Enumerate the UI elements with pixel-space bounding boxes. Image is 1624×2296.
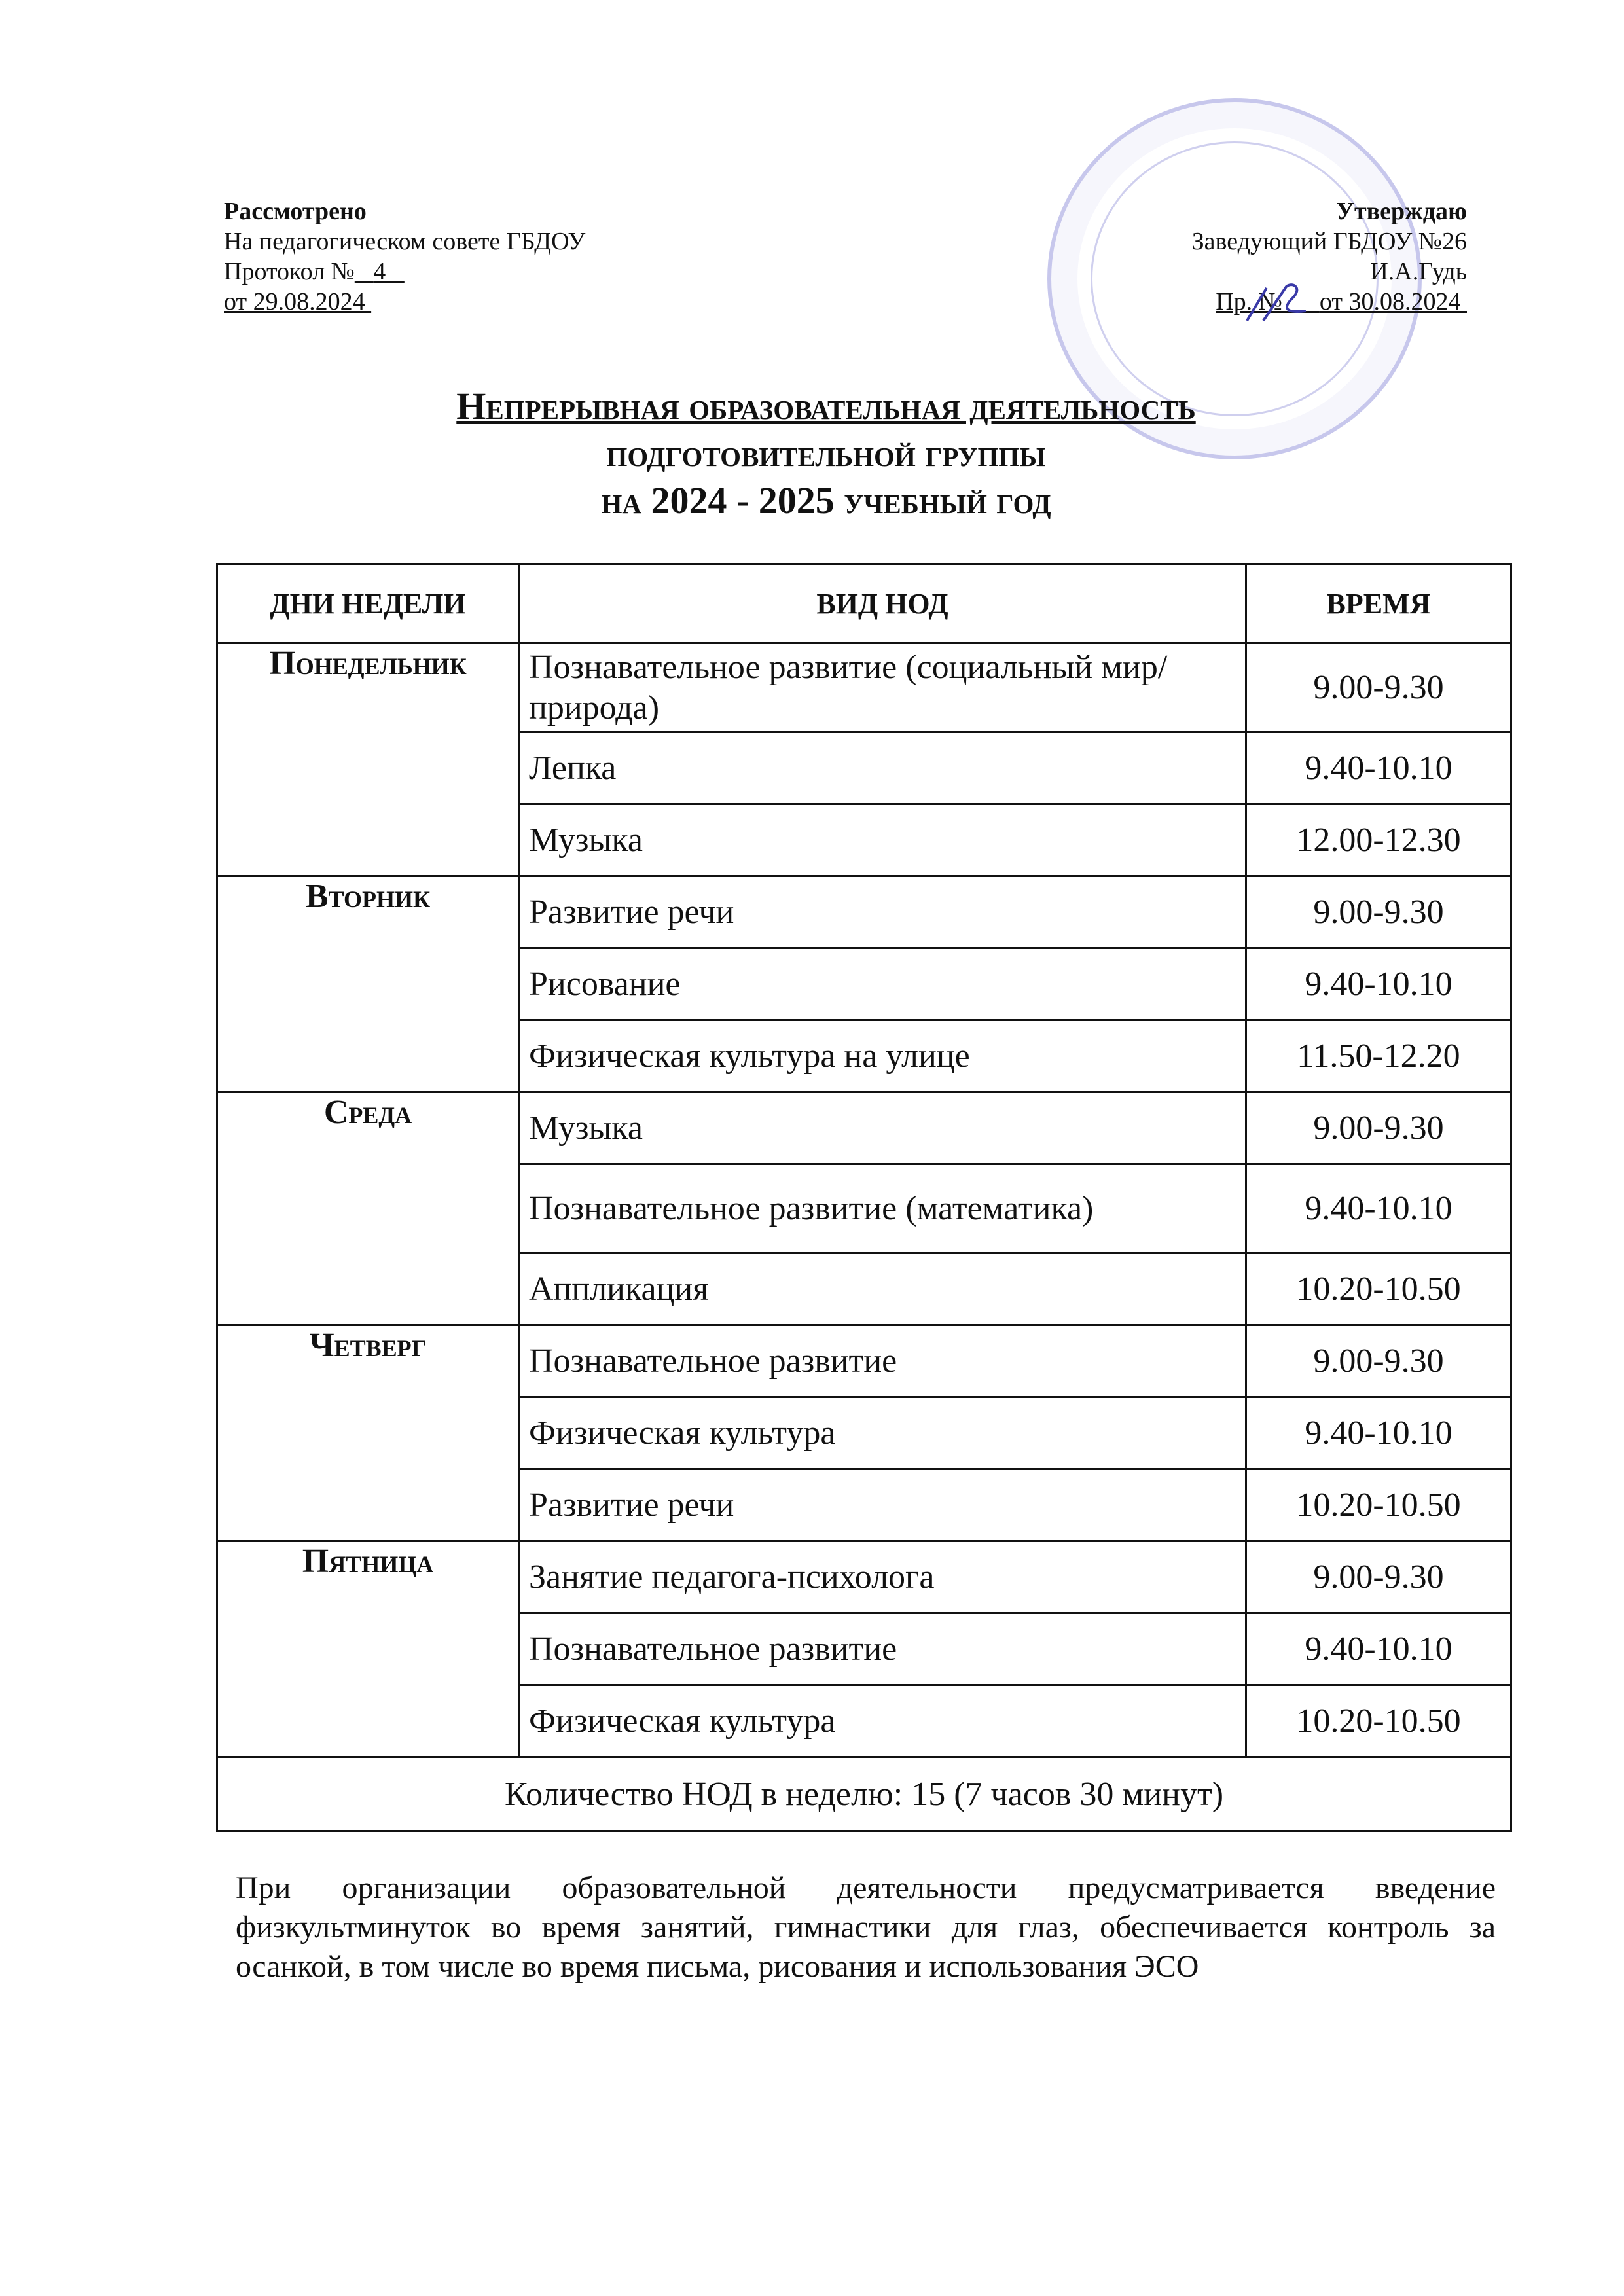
activity-cell: Музыка — [519, 804, 1246, 876]
time-cell: 9.00-9.30 — [1246, 1541, 1511, 1613]
schedule-table — [216, 563, 1512, 1832]
time-cell: 10.20-10.50 — [1246, 1685, 1511, 1757]
document-title — [224, 383, 1428, 524]
time-cell: 9.40-10.10 — [1246, 1164, 1511, 1253]
total-row — [217, 1757, 1511, 1831]
day-thursday: Четверг — [217, 1325, 519, 1541]
signature — [1240, 281, 1319, 327]
activity-cell: Физическая культура на улице — [519, 1020, 1246, 1092]
time-cell: 9.40-10.10 — [1246, 948, 1511, 1020]
header-time: ВРЕМЯ — [1246, 564, 1511, 643]
protocol-number: 4 — [373, 258, 386, 285]
protocol-prefix: Протокол № — [224, 258, 355, 285]
time-cell: 11.50-12.20 — [1246, 1020, 1511, 1092]
time-cell: 9.40-10.10 — [1246, 1397, 1511, 1469]
approved-block — [1192, 196, 1467, 317]
table-row — [217, 1092, 1511, 1164]
order-line — [1192, 287, 1467, 317]
activity-cell: Развитие речи — [519, 876, 1246, 948]
table-row — [217, 1325, 1511, 1397]
activity-cell: Физическая культура — [519, 1397, 1246, 1469]
time-cell: 9.00-9.30 — [1246, 1092, 1511, 1164]
head-position: Заведующий ГБДОУ №26 — [1191, 228, 1467, 255]
protocol-line — [224, 257, 585, 287]
time-cell: 9.00-9.30 — [1246, 1325, 1511, 1397]
activity-cell: Развитие речи — [519, 1469, 1246, 1541]
activity-cell: Физическая культура — [519, 1685, 1246, 1757]
title-line-2: подготовительной группы — [606, 432, 1046, 475]
activity-cell: Аппликация — [519, 1253, 1246, 1325]
day-tuesday: Вторник — [217, 876, 519, 1092]
title-line-3: на 2024 - 2025 учебный год — [601, 479, 1051, 522]
approved-title: Утверждаю — [1336, 198, 1467, 225]
activity-cell: Познавательное развитие (математика) — [519, 1164, 1246, 1253]
activity-cell: Рисование — [519, 948, 1246, 1020]
time-cell: 10.20-10.50 — [1246, 1469, 1511, 1541]
day-friday: Пятница — [217, 1541, 519, 1757]
activity-cell: Познавательное развитие (социальный мир/природа) — [519, 643, 1246, 732]
order-date: от 30.08.2024 — [1319, 288, 1461, 315]
time-cell: 9.40-10.10 — [1246, 732, 1511, 804]
reviewed-block — [224, 196, 585, 317]
protocol-date: от 29.08.2024 — [224, 288, 365, 315]
time-cell: 9.40-10.10 — [1246, 1613, 1511, 1685]
header-activity: ВИД НОД — [519, 564, 1246, 643]
title-line-1: Непрерывная образовательная деятельность — [456, 385, 1196, 427]
day-wednesday: Среда — [217, 1092, 519, 1325]
table-row — [217, 876, 1511, 948]
activity-cell: Музыка — [519, 1092, 1246, 1164]
table-row — [217, 643, 1511, 732]
time-cell: 12.00-12.30 — [1246, 804, 1511, 876]
table-row — [217, 1541, 1511, 1613]
header-day: ДНИ НЕДЕЛИ — [217, 564, 519, 643]
activity-cell: Познавательное развитие — [519, 1613, 1246, 1685]
council-line: На педагогическом совете ГБДОУ — [224, 228, 586, 255]
time-cell: 9.00-9.30 — [1246, 876, 1511, 948]
day-monday: Понедельник — [217, 643, 519, 876]
table-header-row — [217, 564, 1511, 643]
reviewed-title: Рассмотрено — [224, 198, 367, 225]
activity-cell: Занятие педагога-психолога — [519, 1541, 1246, 1613]
time-cell: 9.00-9.30 — [1246, 643, 1511, 732]
total-cell: Количество НОД в неделю: 15 (7 часов 30 минут) — [217, 1757, 1511, 1831]
activity-cell: Познавательное развитие — [519, 1325, 1246, 1397]
activity-cell: Лепка — [519, 732, 1246, 804]
note-paragraph: При организации образовательной деятельности предусматривается введение физкультминуток во время занятий, гимнастики для глаз, обеспечивается контроль за осанкой, в том числе во время письма, рисования и использования ЭСО — [236, 1871, 1496, 1984]
head-name: И.А.Гудь — [1370, 258, 1467, 285]
time-cell: 10.20-10.50 — [1246, 1253, 1511, 1325]
order-prefix: Пр. № — [1216, 288, 1282, 315]
